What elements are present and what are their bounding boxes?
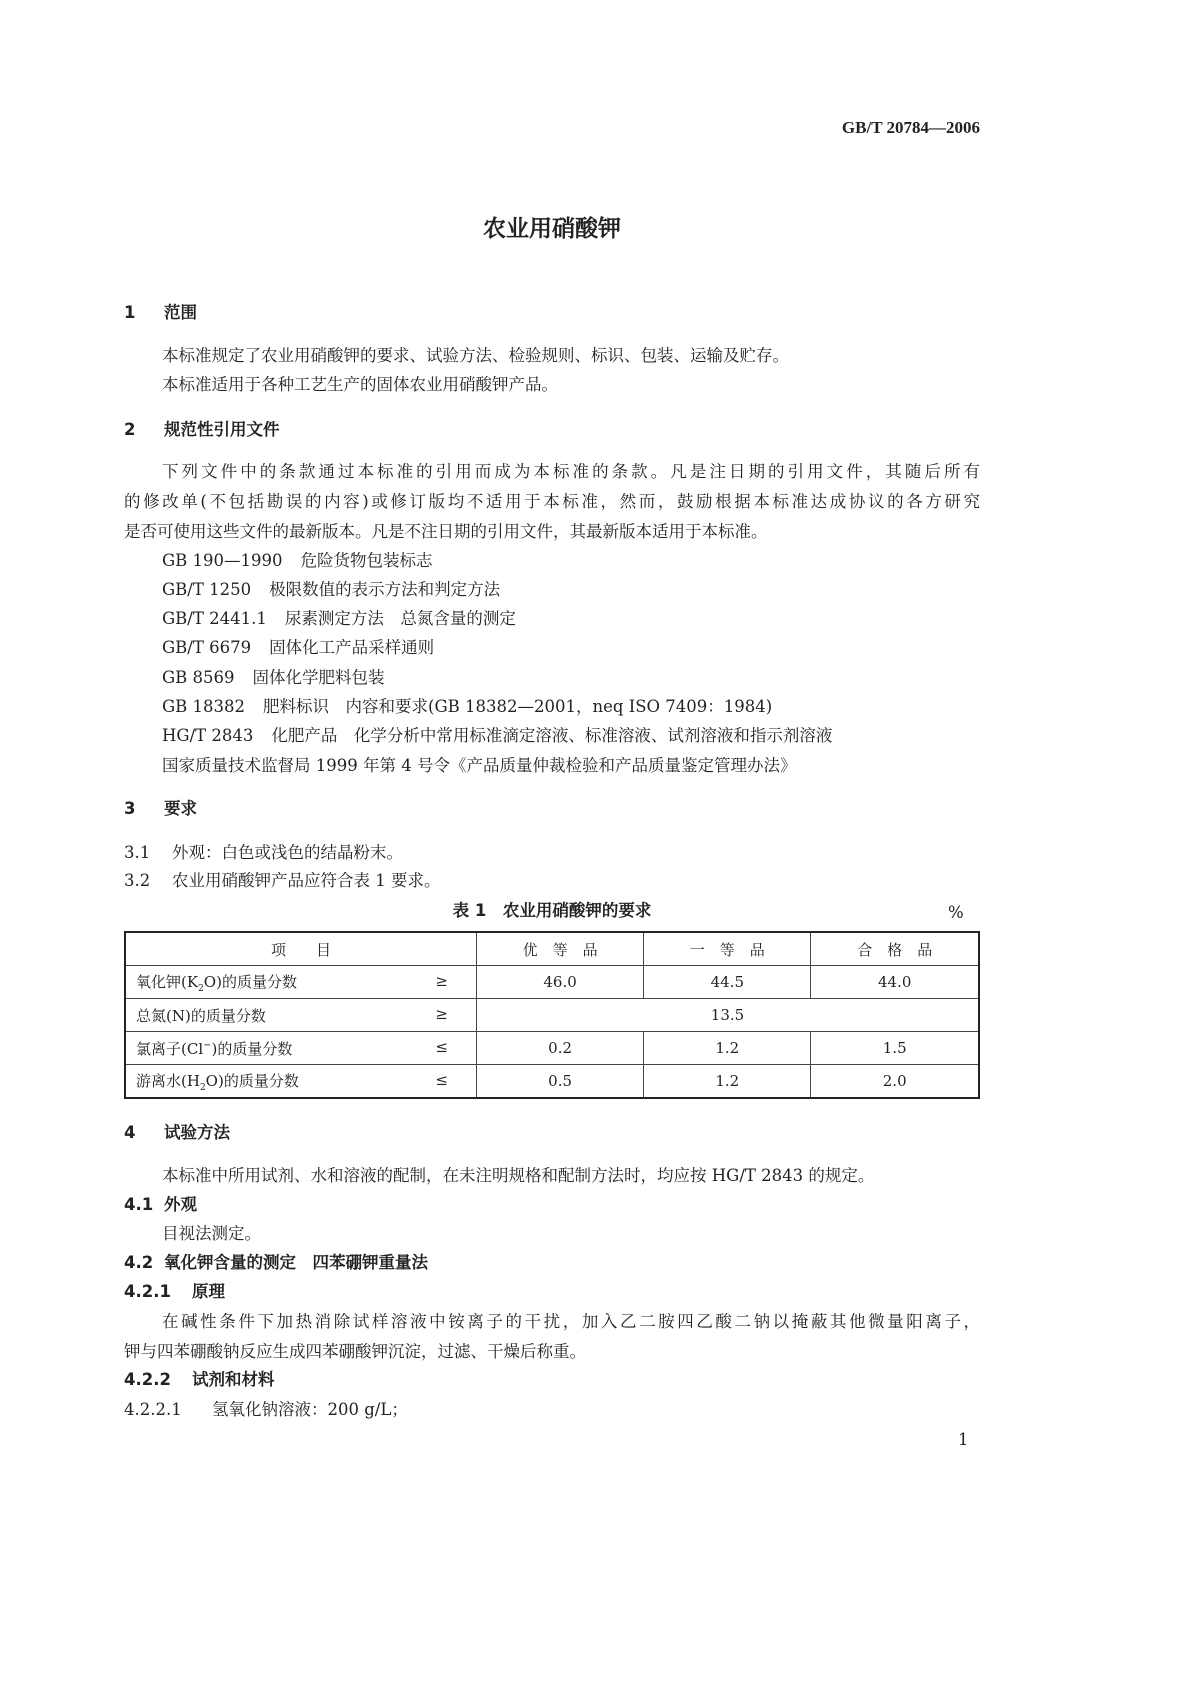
table-caption: 表 1 农业用硝酸钾的要求 [452,901,652,920]
clause-3-2: 3.2 农业用硝酸钾产品应符合表 1 要求。 [124,871,441,890]
paragraph: 本标准中所用试剂、水和溶液的配制，在未注明规格和配制方法时，均应按 HG/T 2843 的规定。 [162,1166,875,1185]
section-3-heading: 3 要求 [124,799,197,818]
table-cell: 2.0 [811,1065,979,1099]
paragraph: 目视法测定。 [162,1224,261,1243]
row-label: 游离水$(H_2O)$的质量分数 ≤ [125,1065,477,1099]
paragraph: 下列文件中的条款通过本标准的引用而成为本标准的条款。凡是注日期的引用文件，其随后所有 [162,462,980,481]
clause-4-2-heading: 4.2 氧化钾含量的测定 四苯硼钾重量法 [124,1253,428,1272]
row-label: 总氮(N)的质量分数 ≥ [125,999,477,1032]
column-header: 一 等 品 [644,932,811,966]
table-cell: 44.5 [644,966,811,999]
page-title: 农业用硝酸钾 [483,216,621,242]
table-row [125,1032,979,1065]
page-number: 1 [958,1430,969,1449]
table-header-row [125,932,979,966]
reference-item: GB/T 2441.1 尿素测定方法 总氮含量的测定 [162,609,516,628]
table-cell: 1.5 [811,1032,979,1065]
paragraph: 在碱性条件下加热消除试样溶液中铵离子的干扰，加入乙二胺四乙酸二钠以掩蔽其他微量阳离子， [162,1312,980,1331]
table-row [125,1065,979,1099]
row-label: 氧化钾$(K_2O)$的质量分数 ≥ [125,966,477,999]
table-cell: 44.0 [811,966,979,999]
column-header: 合 格 品 [811,932,979,966]
reference-item: GB 8569 固体化学肥料包装 [162,668,385,687]
reference-item: HG/T 2843 化肥产品 化学分析中常用标准滴定溶液、标准溶液、试剂溶液和指示剂溶液 [162,726,833,745]
paragraph: 本标准适用于各种工艺生产的固体农业用硝酸钾产品。 [162,375,558,394]
standard-code: GB/T 20784—2006 [841,118,980,137]
clause-4-2-2-heading: 4.2.2 试剂和材料 [124,1370,275,1389]
reference-item: GB 18382 肥料标识 内容和要求(GB 18382—2001，neq ISO 7409：1984) [162,697,773,716]
table-cell: 0.2 [477,1032,644,1065]
column-header: 项 目 [125,932,477,966]
clause-4-2-1-heading: 4.2.1 原理 [124,1282,225,1301]
table-row [125,999,979,1032]
table-cell: 1.2 [644,1065,811,1099]
table-cell: 0.5 [477,1065,644,1099]
reference-item: GB/T 1250 极限数值的表示方法和判定方法 [162,580,501,599]
paragraph: 的修改单(不包括勘误的内容)或修订版均不适用于本标准，然而，鼓励根据本标准达成协议的各方研究 [124,492,980,511]
requirements-table [124,931,980,1099]
table-cell: 1.2 [644,1032,811,1065]
paragraph: 是否可使用这些文件的最新版本。凡是不注日期的引用文件，其最新版本适用于本标准。 [124,522,768,541]
table-cell: 46.0 [477,966,644,999]
column-header: 优 等 品 [477,932,644,966]
table-cell-merged: 13.5 [477,999,980,1032]
table-unit: % [948,903,964,922]
reference-item: GB/T 6679 固体化工产品采样通则 [162,638,435,657]
row-label: 氯离子(Cl−)的质量分数 ≤ [125,1032,477,1065]
reference-item: GB 190—1990 危险货物包装标志 [162,551,433,570]
section-4-heading: 4 试验方法 [124,1123,230,1142]
clause-4-2-2-1: 4.2.2.1 氢氧化钠溶液：200 g/L； [124,1400,408,1419]
reference-item: 国家质量技术监督局 1999 年第 4 号令《产品质量仲裁检验和产品质量鉴定管理办法》 [162,756,797,775]
clause-4-1-heading: 4.1 外观 [124,1195,197,1214]
clause-3-1: 3.1 外观：白色或浅色的结晶粉末。 [124,843,403,862]
paragraph: 本标准规定了农业用硝酸钾的要求、试验方法、检验规则、标识、包装、运输及贮存。 [162,346,789,365]
section-2-heading: 2 规范性引用文件 [124,420,280,439]
section-1-heading: 1 范围 [124,303,197,322]
table-row [125,966,979,999]
paragraph: 钾与四苯硼酸钠反应生成四苯硼酸钾沉淀，过滤、干燥后称重。 [124,1342,586,1361]
